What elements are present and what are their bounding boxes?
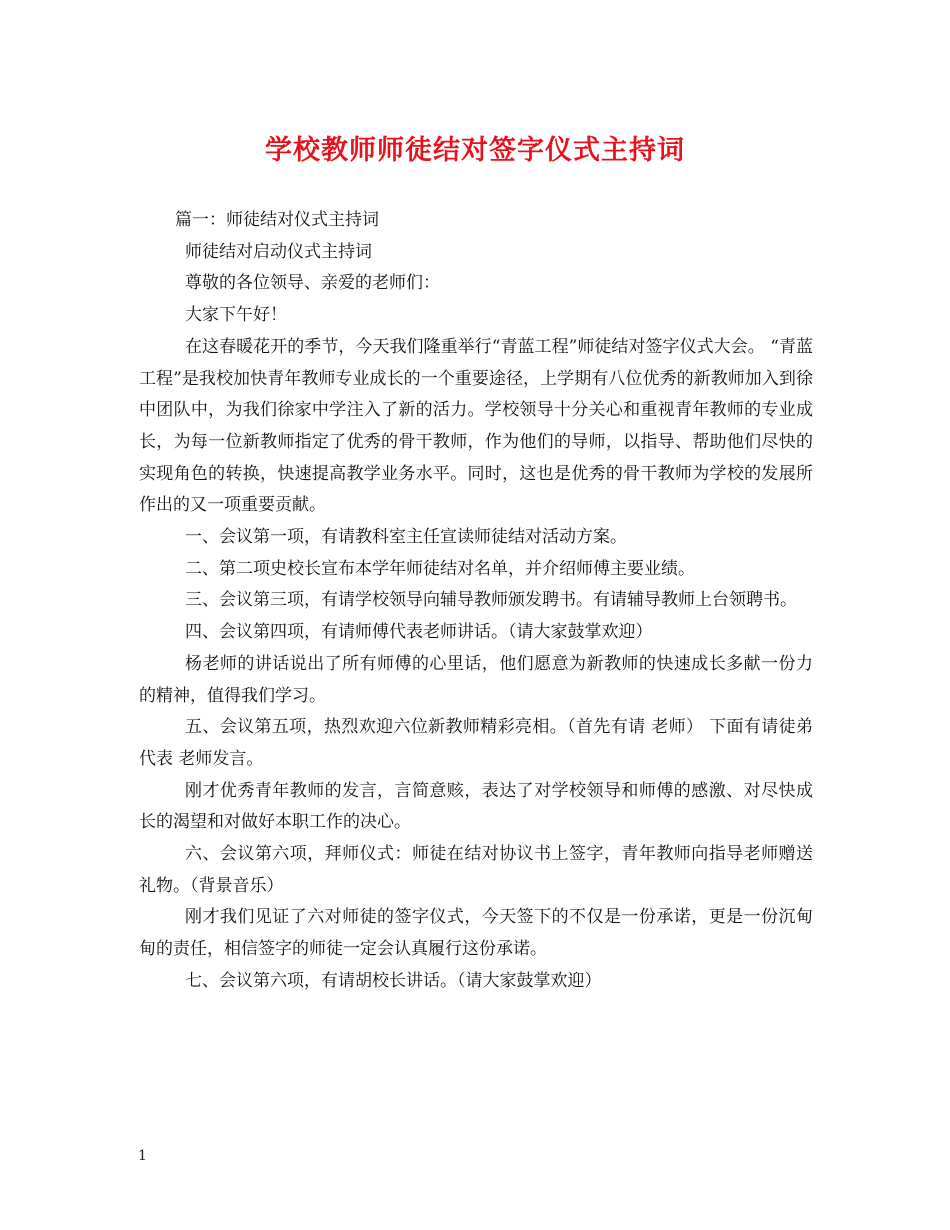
paragraph-item-4: 四、会议第四项，有请师傅代表老师讲话。（请大家鼓掌欢迎） — [185, 622, 653, 643]
paragraph-intro: 在这春暖花开的季节，今天我们隆重举行“青蓝工程”师徒结对签字仪式大会。 “青蓝工程”是我校加快青年教师专业成长的一个重要途径，上学期有八位优秀的新教师加入到徐中团队中，为我们徐家中学注入了新的活力。学校领导十分关心和重视青年教师的专业成长，为每一位新教师指定了优秀的骨干教师，作为他们的导师，以指导、帮助他们尽快的实现角色的转换，快速提高教学业务水平。同时，这也是优秀的骨干教师为学校的发展所作出的又一项重要贡献。 — [139, 336, 813, 516]
paragraph-greeting: 大家下午好！ — [185, 305, 287, 326]
document-title: 学校教师师徒结对签字仪式主持词 — [265, 135, 685, 166]
paragraph-comment-1: 杨老师的讲话说出了所有师傅的心里话，他们愿意为新教师的快速成长多献一份力的精神，值得我们学习。 — [139, 653, 813, 706]
paragraph-salutation: 尊敬的各位领导、亲爱的老师们： — [185, 273, 440, 294]
paragraph-item-3: 三、会议第三项，有请学校领导向辅导教师颁发聘书。有请辅导教师上台领聘书。 — [185, 590, 797, 611]
paragraph-item-7: 七、会议第六项，有请胡校长讲话。（请大家鼓掌欢迎） — [185, 970, 602, 991]
paragraph-item-1: 一、会议第一项，有请教科室主任宣读师徒结对活动方案。 — [185, 527, 627, 548]
paragraph-item-2: 二、第二项史校长宣布本学年师徒结对名单，并介绍师傅主要业绩。 — [185, 558, 695, 579]
page-number: 1 — [138, 1148, 147, 1164]
document-body — [139, 205, 813, 998]
paragraph-item-5: 五、会议第五项，热烈欢迎六位新教师精彩亮相。（首先有请 老师） 下面有请徒弟代表 老师发言。 — [139, 717, 813, 769]
paragraph-item-6: 六、会议第六项，拜师仪式：师徒在结对协议书上签字，青年教师向指导老师赠送礼物。（背景音乐） — [139, 844, 813, 896]
paragraph-comment-2: 刚才优秀青年教师的发言，言简意赅，表达了对学校领导和师傅的感激、对尽快成长的渴望和对做好本职工作的决心。 — [139, 780, 813, 833]
paragraph-section-heading: 篇一：师徒结对仪式主持词 — [175, 210, 379, 230]
paragraph-comment-3: 刚才我们见证了六对师徒的签字仪式，今天签下的不仅是一份承诺，更是一份沉甸甸的责任，相信签字的师徒一定会认真履行这份承诺。 — [139, 907, 813, 960]
paragraph-subtitle: 师徒结对启动仪式主持词 — [185, 241, 372, 262]
